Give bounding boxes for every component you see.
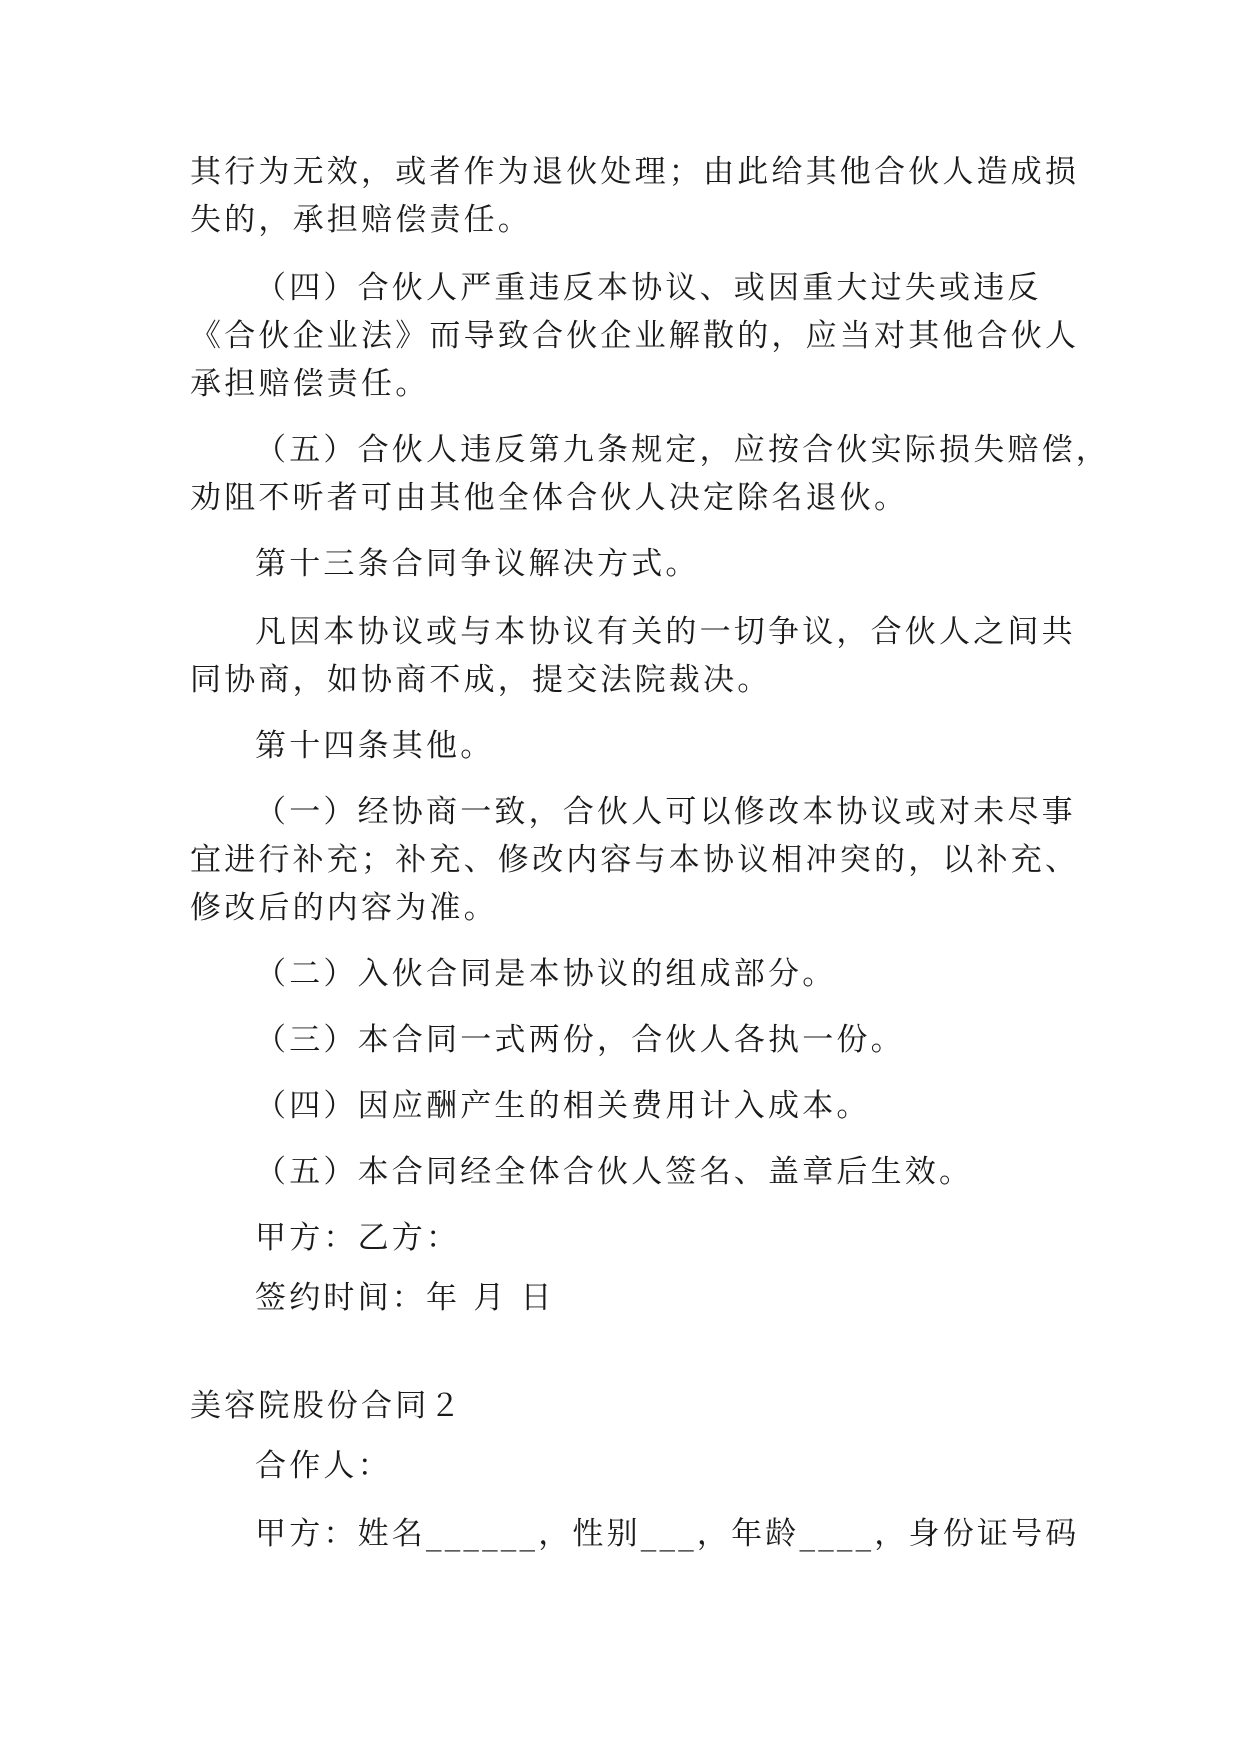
paragraph-line: 劝阻不听者可由其他全体合伙人决定除名退伙。 bbox=[190, 480, 909, 516]
paragraph-line: 同协商，如协商不成，提交法院裁决。 bbox=[190, 662, 772, 698]
clause-5-line: （五）合伙人违反第九条规定，应按合伙实际损失赔偿， bbox=[255, 432, 1110, 468]
clause-1-line: （一）经协商一致，合伙人可以修改本协议或对未尽事 bbox=[255, 794, 1076, 830]
clause-4-line: （四）合伙人严重违反本协议、或因重大过失或违反 bbox=[255, 270, 1042, 306]
paragraph-line: 宜进行补充；补充、修改内容与本协议相冲突的，以补充、 bbox=[190, 842, 1080, 878]
paragraph-line: 凡因本协议或与本协议有关的一切争议，合伙人之间共 bbox=[255, 614, 1076, 650]
clause-2-line: （二）入伙合同是本协议的组成部分。 bbox=[255, 956, 837, 992]
paragraph-line: 《合伙企业法》而导致合伙企业解散的，应当对其他合伙人 bbox=[190, 318, 1080, 354]
signing-date: 签约时间：年 月 日 bbox=[255, 1280, 555, 1316]
paragraph-line: 修改后的内容为准。 bbox=[190, 890, 498, 926]
clause-4-line: （四）因应酬产生的相关费用计入成本。 bbox=[255, 1088, 871, 1124]
article-13-heading: 第十三条合同争议解决方式。 bbox=[255, 546, 700, 582]
article-14-heading: 第十四条其他。 bbox=[255, 728, 495, 764]
paragraph-line: 失的，承担赔偿责任。 bbox=[190, 202, 532, 238]
signature-parties: 甲方：乙方： bbox=[255, 1220, 461, 1256]
clause-3-line: （三）本合同一式两份，合伙人各执一份。 bbox=[255, 1022, 905, 1058]
paragraph-line: 其行为无效，或者作为退伙处理；由此给其他合伙人造成损 bbox=[190, 154, 1080, 190]
paragraph-line: 承担赔偿责任。 bbox=[190, 366, 430, 402]
party-a-info: 甲方：姓名______，性别___，年龄____，身份证号码 bbox=[255, 1516, 1080, 1552]
clause-5-line: （五）本合同经全体合伙人签名、盖章后生效。 bbox=[255, 1154, 974, 1190]
partners-label: 合作人： bbox=[255, 1448, 392, 1484]
section-title: 美容院股份合同２ bbox=[190, 1388, 464, 1424]
